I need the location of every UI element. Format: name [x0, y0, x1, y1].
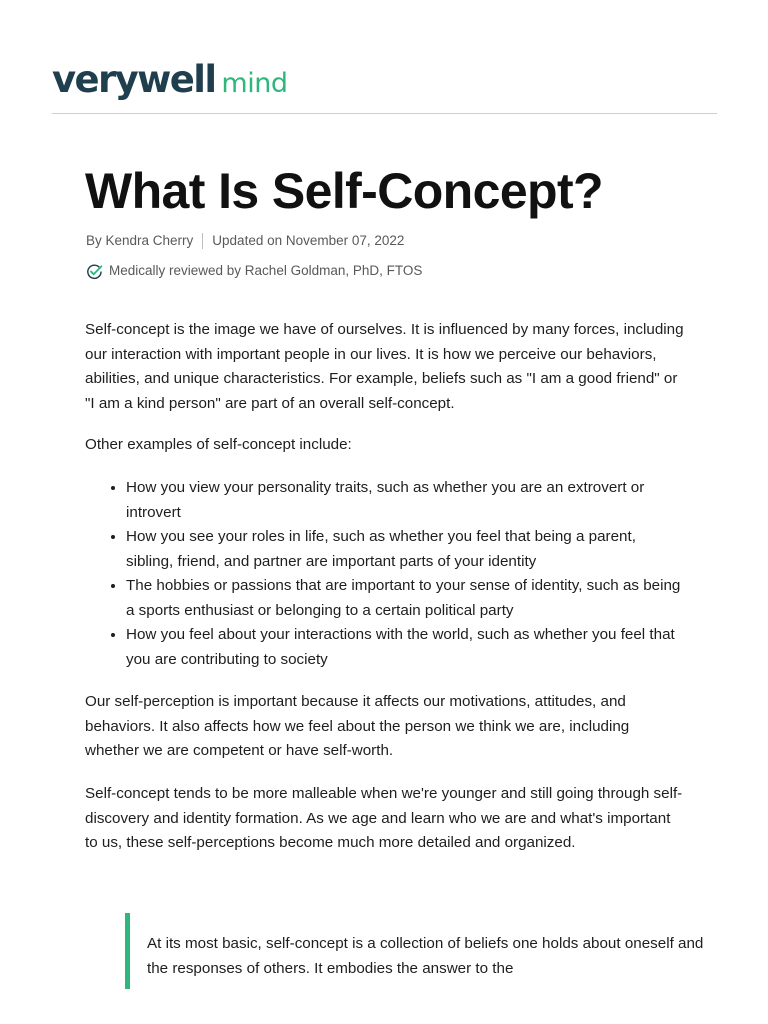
check-circle-icon	[86, 263, 109, 280]
byline	[86, 232, 404, 250]
reviewer-link[interactable]: Medically reviewed by Rachel Goldman, PhD, FTOS	[109, 263, 423, 278]
site-logo[interactable]	[52, 56, 287, 104]
author-link[interactable]: By Kendra Cherry	[86, 233, 194, 248]
logo-wordmark-mind: mind	[221, 68, 288, 99]
list-item: • How you see your roles in life, such as whether you feel that being a parent, sibling, friend, and partner are important parts of your identity	[126, 525, 685, 574]
list-item: • How you view your personality traits, such as whether you are an extrovert or introvert	[126, 476, 685, 525]
self-perception-paragraph: Our self-perception is important because it affects our motivations, attitudes, and behaviors. It also affects how we feel about the person we think we are, including whether we are competent or have self-worth.	[85, 693, 630, 759]
updated-date: Updated on November 07, 2022	[212, 233, 405, 248]
article-title: What Is Self-Concept?	[85, 163, 603, 219]
examples-intro-paragraph: Other examples of self-concept include:	[85, 436, 352, 453]
list-item: • How you feel about your interactions with the world, such as whether you feel that you are contributing to society	[126, 623, 685, 672]
pull-quote	[125, 913, 725, 989]
medical-review	[86, 262, 422, 280]
list-item: • The hobbies or passions that are important to your sense of identity, such as being a sports enthusiast or belonging to a certain political party	[126, 574, 685, 623]
intro-paragraph: Self-concept is the image we have of ourselves. It is influenced by many forces, including our interaction with important people in our lives. It is how we perceive our behaviors, abilities, and unique characteristics. For example, beliefs such as "I am a good friend" or "I am a kind person" are part of an overall self-concept.	[85, 321, 684, 412]
examples-list	[85, 476, 685, 672]
header-divider	[52, 113, 717, 114]
malleability-paragraph: Self-concept tends to be more malleable when we're younger and still going through self-discovery and identity formation. As we age and learn who we are and what's important to us, these self-perceptions become much more detailed and organized.	[85, 785, 683, 851]
byline-separator	[202, 233, 203, 249]
logo-wordmark-verywell: verywell	[52, 58, 216, 101]
pull-quote-text: At its most basic, self-concept is a collection of beliefs one holds about oneself and the responses of others. It embodies the answer to the	[147, 935, 704, 977]
